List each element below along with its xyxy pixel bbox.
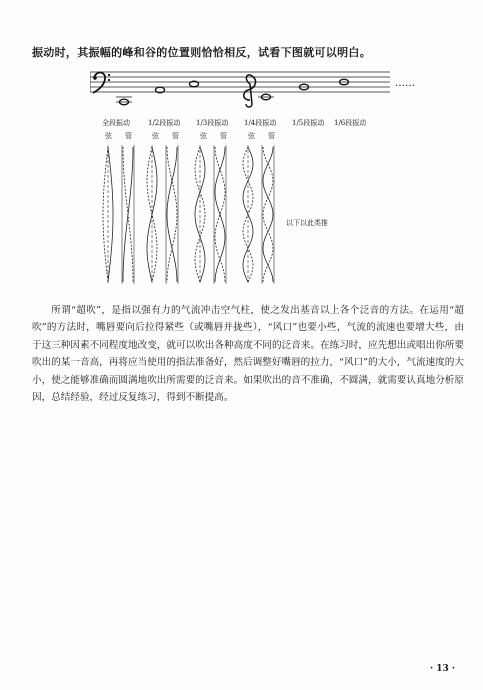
whole-note — [258, 94, 274, 100]
pipe-wave — [215, 147, 225, 282]
treble-clef-icon — [244, 75, 256, 107]
label-fifth: 1/5段振动 — [292, 119, 325, 127]
label-sixth: 1/6段振动 — [334, 119, 367, 127]
body-paragraph — [32, 302, 464, 406]
sub-label-string: 弦 — [105, 132, 112, 140]
label-full: 全段振动 — [102, 119, 130, 127]
sub-label-pipe: 管 — [220, 132, 227, 140]
label-quarter: 1/4段振动 — [244, 119, 277, 127]
pipe-wave — [263, 147, 273, 282]
pipe-wave — [167, 147, 177, 282]
paragraph-text: 所谓“超吹”，是指以强有力的气流冲击空气柱，使之发出基音以上各个泛音的方法。在运用“超吹”的方法时，嘴唇要向后拉得紧些（或嘴唇并拢些），“风口”也要小些，气流的流速也要增大些，由于这三种因素不同程度地改变，就可以吹出各种高度不同的泛音来。在练习时，应先想出或唱出你所要吹出的某一音高，再将应当使用的指法准备好，然后调整好嘴唇的拉力，“风口”的大小，气流速度的大小，使之能够准确而圆满地吹出所需要的泛音来。如果吹出的音不准确，不圆满，就需要认真地分析原因，总结经验，经过反复练习，得到不断提高。 — [32, 305, 464, 404]
sub-label-pipe: 管 — [268, 132, 275, 140]
sub-label-pipe: 管 — [125, 132, 132, 140]
page-number: · 13 · — [430, 664, 456, 674]
sub-label-string: 弦 — [200, 132, 207, 140]
intro-line: 振动时，其振幅的峰和谷的位置则恰恰相反，试看下图就可以明白。 — [32, 46, 371, 59]
string-wave — [103, 147, 108, 282]
pipe-wave — [263, 147, 273, 282]
sub-label-string: 弦 — [152, 132, 159, 140]
etc-note: 以下以此类推 — [286, 219, 328, 227]
continuation-dots: …… — [395, 78, 415, 89]
music-staff — [90, 66, 430, 112]
standing-wave-diagram — [90, 145, 290, 285]
sub-label-pipe: 管 — [172, 132, 179, 140]
label-third: 1/3段振动 — [196, 119, 229, 127]
label-half: 1/2段振动 — [148, 119, 181, 127]
vibration-labels — [0, 118, 483, 148]
sub-label-string: 弦 — [248, 132, 255, 140]
whole-note — [116, 97, 132, 105]
bass-clef-icon — [93, 72, 110, 93]
pipe-wave — [123, 147, 133, 282]
pipe-wave — [167, 147, 177, 282]
string-wave — [108, 147, 113, 282]
